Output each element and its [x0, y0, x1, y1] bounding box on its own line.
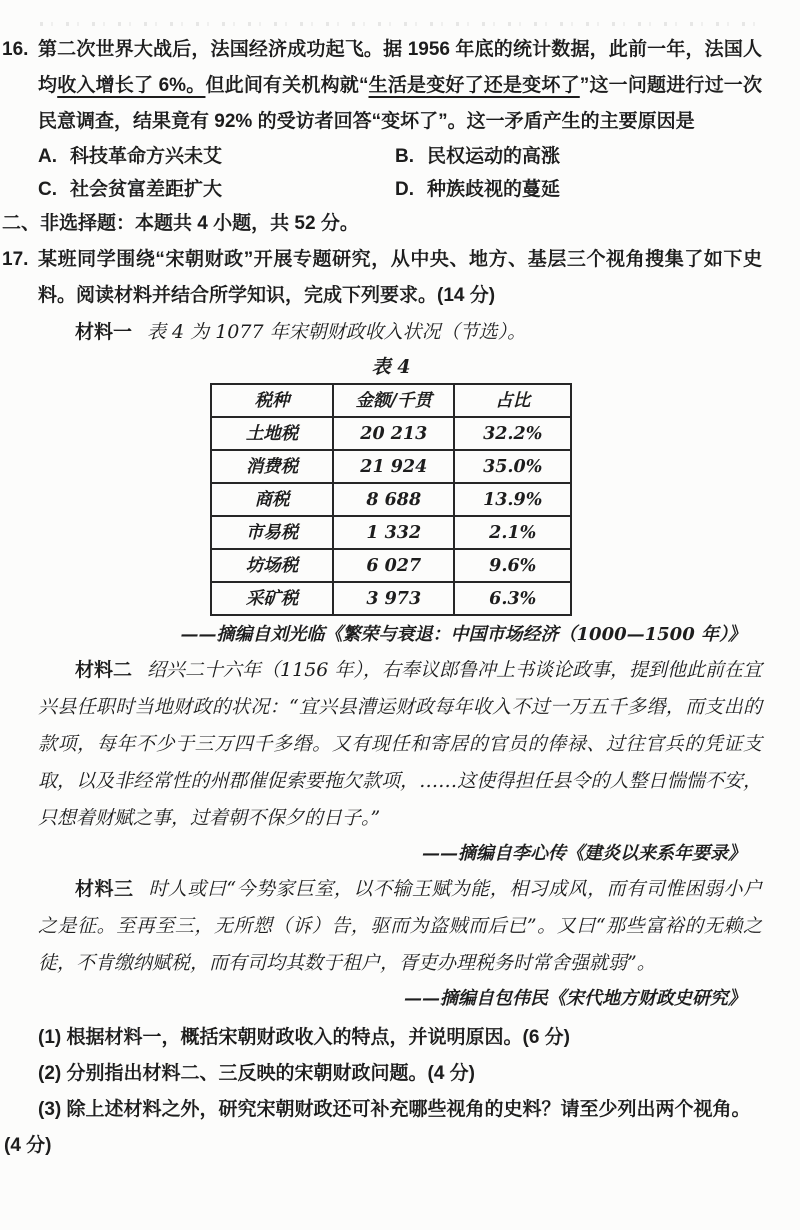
material-3-citation: ——摘编自包伟民《宋代地方财政史研究》 — [404, 988, 746, 1009]
table-cell: 21 924 — [333, 450, 454, 483]
table-cell: 9.6% — [454, 549, 571, 582]
question-16-number: 16. — [2, 39, 29, 60]
table-cell: 坊场税 — [211, 549, 333, 582]
q16-underlined-phrase-2: 生活是变好了还是变坏了 — [368, 75, 580, 96]
option-c-text: 社会贫富差距扩大 — [70, 179, 223, 200]
table-row — [211, 417, 571, 450]
material-2-citation: ——摘编自李心传《建炎以来系年要录》 — [422, 843, 746, 864]
table-cell: 20 213 — [333, 417, 454, 450]
question-16-options — [38, 140, 762, 206]
table-cell: 35.0% — [454, 450, 571, 483]
option-b-label: B. — [395, 146, 414, 167]
option-d — [395, 173, 560, 206]
table-row — [211, 483, 571, 516]
table-row — [211, 582, 571, 615]
table-cell: 2.1% — [454, 516, 571, 549]
table-cell: 采矿税 — [211, 582, 333, 615]
table-header-row — [211, 384, 571, 417]
sub-question-1: (1) 根据材料一，概括宋朝财政收入的特点，并说明原因。(6 分) — [38, 1027, 571, 1048]
question-17-number: 17. — [2, 249, 29, 270]
q16-text-1: 第二次世界大战后，法国经济成功起飞。据 1956 年底的统计数据，此前一年，法国人均 — [38, 39, 762, 96]
material-1-citation: ——摘编自刘光临《繁荣与衰退：中国市场经济（1000—1500 年）》 — [180, 624, 746, 645]
question-17-stem — [2, 242, 762, 314]
page-top-scan-artifact — [40, 22, 756, 26]
table-cell: 1 332 — [333, 516, 454, 549]
material1-table — [210, 383, 572, 616]
option-b — [395, 140, 560, 173]
material-2-text: 绍兴二十六年（1156 年），右奉议郎鲁冲上书谈论政事，提到他此前在宜兴县任职时当地财政的状况：“宜兴县漕运财政每年收入不过一万五千多缗，而支出的款项，每年不少于三万四千多缗。又有现任和寄居的官员的俸禄、过往官兵的凭证支取，以及非经常性的州郡催促索要拖欠款项，……这使得担任县令的人整日惴惴不安，只想着财赋之事，过着朝不保夕的日子。” — [38, 659, 762, 829]
table-cell: 商税 — [211, 483, 333, 516]
option-d-label: D. — [395, 179, 414, 200]
table-cell: 6 027 — [333, 549, 454, 582]
table-title: 表 4 — [371, 356, 411, 378]
option-a-label: A. — [38, 146, 57, 167]
material-1-intro-text: 表 4 为 1077 年宋朝财政收入状况（节选）。 — [147, 321, 527, 343]
table-row — [211, 450, 571, 483]
question-16 — [2, 32, 762, 206]
material-3-paragraph — [38, 871, 762, 982]
table-cell: 13.9% — [454, 483, 571, 516]
material-3-text: 时人或曰“今势家巨室，以不输王赋为能，相习成风，而有司惟困弱小户之是征。至再至三，无所愬（诉）告，驱而为盗贼而后已”。又曰“那些富裕的无赖之徒，不肯缴纳赋税，而有司均其数于租户，胥吏办理税务时常舍强就弱”。 — [38, 878, 762, 974]
table-cell: 消费税 — [211, 450, 333, 483]
option-a-text: 科技革命方兴未艾 — [70, 146, 223, 167]
question-17 — [2, 242, 762, 1164]
table-header-tax-type: 税种 — [211, 384, 333, 417]
q16-underlined-phrase-1: 收入增长了 6%。 — [57, 75, 206, 96]
table-cell: 32.2% — [454, 417, 571, 450]
table-cell: 土地税 — [211, 417, 333, 450]
section-2-title: 二、非选择题：本题共 4 小题，共 52 分。 — [2, 213, 359, 234]
material-1-label: 材料一 — [75, 322, 133, 343]
option-b-text: 民权运动的高涨 — [427, 146, 561, 167]
table-cell: 6.3% — [454, 582, 571, 615]
material-2-paragraph — [38, 652, 762, 837]
q16-text-3: ”这一问题进行过一次民意调查，结果竟有 92% 的受访者回答“变坏了”。这一矛盾产生的主要原因是 — [38, 75, 762, 132]
option-c-label: C. — [38, 179, 57, 200]
option-a — [38, 140, 395, 173]
q17-stem-text: 某班同学围绕“宋朝财政”开展专题研究，从中央、地方、基层三个视角搜集了如下史料。阅读材料并结合所学知识，完成下列要求。(14 分) — [38, 249, 762, 306]
sub-question-3-points: (4 分) — [4, 1135, 52, 1156]
sub-question-3 — [4, 1092, 762, 1164]
option-c — [38, 173, 395, 206]
material-2-label: 材料二 — [75, 660, 133, 681]
table-header-amount: 金额/千贯 — [333, 384, 454, 417]
sub-question-3-text: (3) 除上述材料之外，研究宋朝财政还可补充哪些视角的史料？请至少列出两个视角。 — [38, 1099, 751, 1120]
table-cell: 市易税 — [211, 516, 333, 549]
table-cell: 8 688 — [333, 483, 454, 516]
material-1-intro-line — [38, 314, 762, 351]
material-3-label: 材料三 — [75, 879, 134, 900]
table-row — [211, 516, 571, 549]
sub-question-2: (2) 分别指出材料二、三反映的宋朝财政问题。(4 分) — [38, 1063, 476, 1084]
q16-text-2: 但此间有关机构就“ — [205, 75, 369, 96]
table-cell: 3 973 — [333, 582, 454, 615]
table-row — [211, 549, 571, 582]
question-16-stem — [2, 32, 762, 140]
option-d-text: 种族歧视的蔓延 — [427, 179, 561, 200]
table-header-share: 占比 — [454, 384, 571, 417]
